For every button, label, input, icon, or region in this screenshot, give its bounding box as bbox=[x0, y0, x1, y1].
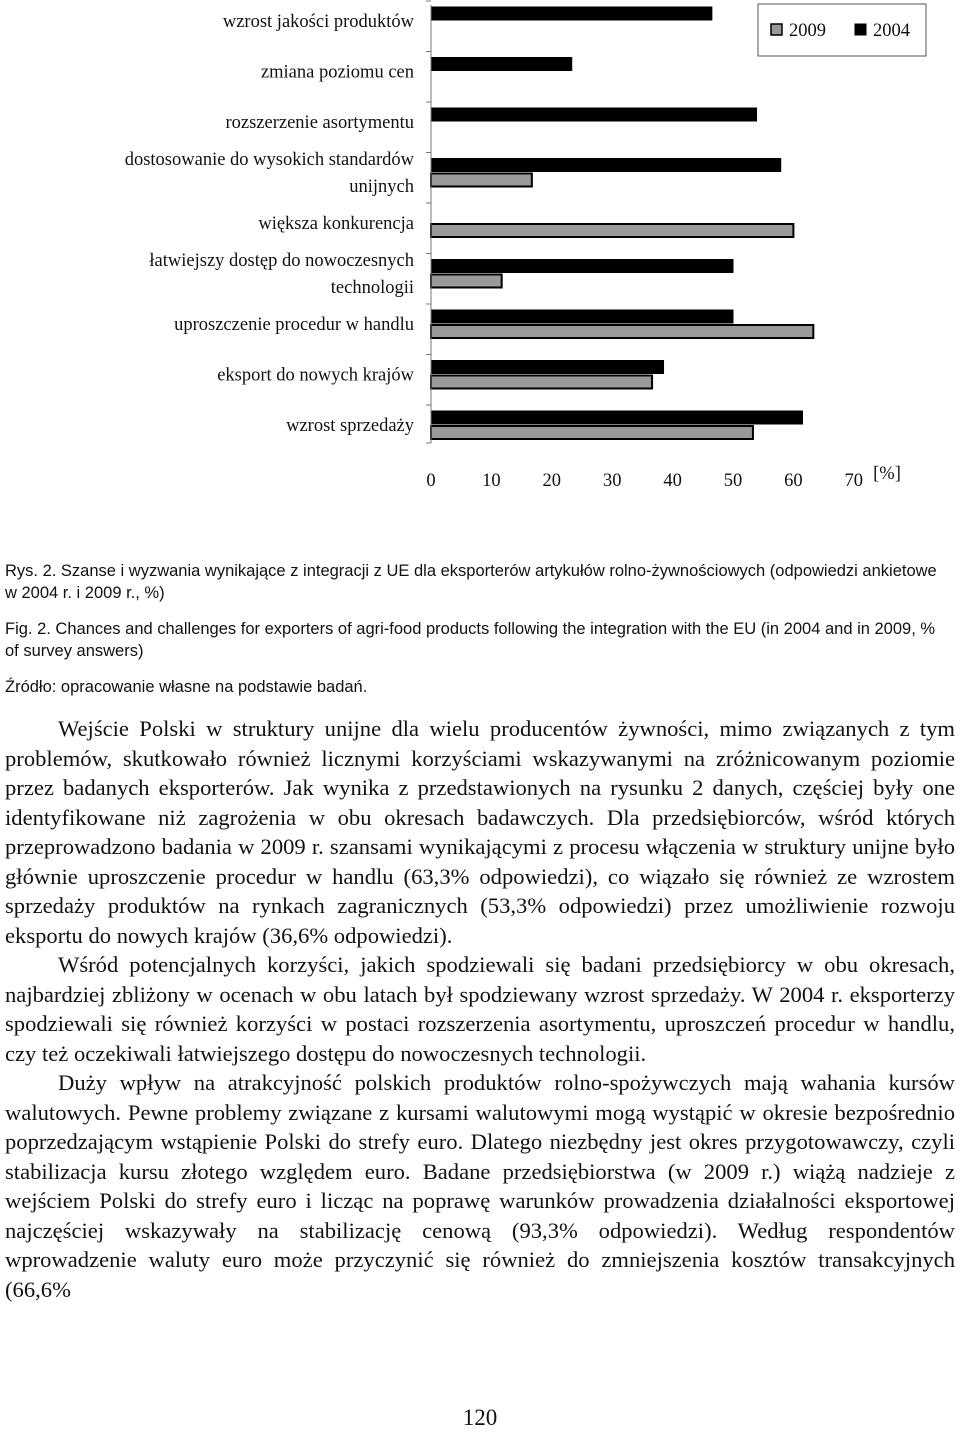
legend-label-2009: 2009 bbox=[789, 21, 826, 41]
bar-2004 bbox=[431, 310, 733, 323]
x-tick-label: 40 bbox=[663, 471, 682, 491]
bar-2004 bbox=[431, 159, 781, 172]
figure-caption-polish: Rys. 2. Szanse i wyzwania wynikające z integracji z UE dla eksporterów artykułów rolno-żywnościowych (odpowiedzi ankietowe w 2004 r. i 2009 r., %) bbox=[5, 562, 937, 602]
x-tick-label: 10 bbox=[482, 471, 501, 491]
category-label: dostosowanie do wysokich standardów unijnych bbox=[124, 150, 414, 197]
body-text bbox=[5, 714, 955, 1304]
bar-2009 bbox=[431, 275, 502, 288]
bar-2004 bbox=[431, 108, 757, 121]
bar-chart bbox=[0, 0, 960, 500]
legend-label-2004: 2004 bbox=[873, 21, 910, 41]
bar-2009 bbox=[431, 325, 813, 338]
bar-2009 bbox=[431, 174, 532, 187]
category-label: większa konkurencja bbox=[258, 214, 414, 234]
x-tick-label: 30 bbox=[602, 471, 622, 491]
x-tick-label: 20 bbox=[542, 471, 562, 491]
x-tick-label: 70 bbox=[844, 471, 864, 491]
bar-2004 bbox=[431, 260, 733, 273]
bar-2009 bbox=[431, 224, 793, 237]
bar-2009 bbox=[431, 376, 652, 389]
category-label: eksport do nowych krajów bbox=[217, 365, 414, 386]
bar-2004 bbox=[431, 411, 802, 424]
bar-2004 bbox=[431, 58, 572, 71]
category-label: uproszczenie procedur w handlu bbox=[174, 315, 414, 335]
category-label: wzrost sprzedaży bbox=[286, 416, 414, 436]
legend-swatch-2004 bbox=[855, 24, 866, 35]
category-label: wzrost jakości produktów bbox=[222, 12, 414, 32]
bars bbox=[431, 7, 813, 439]
category-label: łatwiejszy dostęp do nowoczesnych technologii bbox=[149, 251, 414, 298]
paragraph: Duży wpływ na atrakcyjność polskich produktów rolno-spożywczych mają wahania kursów walutowych. Pewne problemy związane z kursami walutowymi mogą wystąpić w okresie bezpośrednio poprzedzającym wstąpienie Polski do strefy euro. Dlatego niezbędny jest okres przygotowawczy, czyli stabilizacja kursu złotego względem euro. Badane przedsiębiorstwa (w 2009 r.) wiążą nadzieje z wejściem Polski do strefy euro i licząc na poprawę warunków prowadzenia działalności eksportowej najczęściej wskazywały na stabilizację cenową (93,3% odpowiedzi). Według respondentów wprowadzenie waluty euro może przyczynić się również do zmniejszenia kosztów transakcyjnych (66,6% bbox=[5, 1070, 955, 1302]
category-label: zmiana poziomu cen bbox=[260, 62, 414, 83]
x-axis-label: [%] bbox=[873, 464, 901, 484]
bar-2009 bbox=[431, 426, 753, 439]
x-tick-label: 60 bbox=[784, 471, 803, 491]
paragraph: Wejście Polski w struktury unijne dla wielu producentów żywności, mimo związanych z tym problemów, skutkowało również licznymi korzyściami wskazywanymi na zróżnicowanym poziomie przez badanych eksporterów. Jak wynika z przedstawionych na rysunku 2 danych, częściej były one identyfikowane niż zagrożenia w obu okresach badawczych. Dla przedsiębiorców, wśród których przeprowadzono badania w 2009 r. szansami wynikającymi z procesu włączenia w struktury unijne było głównie uproszczenie procedur w handlu (63,3% odpowiedzi), co wiązało się również ze wzrostem sprzedaży produktów na rynkach zagranicznych (53,3% odpowiedzi) przez umożliwienie rozwoju eksportu do nowych krajów (36,6% odpowiedzi). bbox=[5, 716, 955, 948]
bar-2004 bbox=[431, 7, 712, 20]
paragraph: Wśród potencjalnych korzyści, jakich spodziewali się badani przedsiębiorcy w obu okresach, najbardziej zbliżony w ocenach w obu latach był spodziewany wzrost sprzedaży. W 2004 r. eksporterzy spodziewali się również korzyści w postaci rozszerzenia asortymentu, uproszczeń procedur w handlu, czy też oczekiwali łatwiejszego dostępu do nowoczesnych technologii. bbox=[5, 952, 955, 1066]
bar-2004 bbox=[431, 361, 664, 374]
x-tick-label: 50 bbox=[723, 471, 743, 491]
x-tick-label: 0 bbox=[426, 471, 436, 491]
figure-source: Źródło: opracowanie własne na podstawie badań. bbox=[5, 678, 368, 696]
category-label: rozszerzenie asortymentu bbox=[225, 113, 414, 133]
legend bbox=[758, 4, 926, 56]
page-number: 120 bbox=[462, 1405, 498, 1430]
figure-caption-english: Fig. 2. Chances and challenges for exporters of agri-food products following the integration with the EU (in 2004 and in 2009, % of survey answers) bbox=[5, 620, 936, 660]
category-labels bbox=[125, 12, 415, 436]
legend-swatch-2009 bbox=[771, 24, 782, 35]
